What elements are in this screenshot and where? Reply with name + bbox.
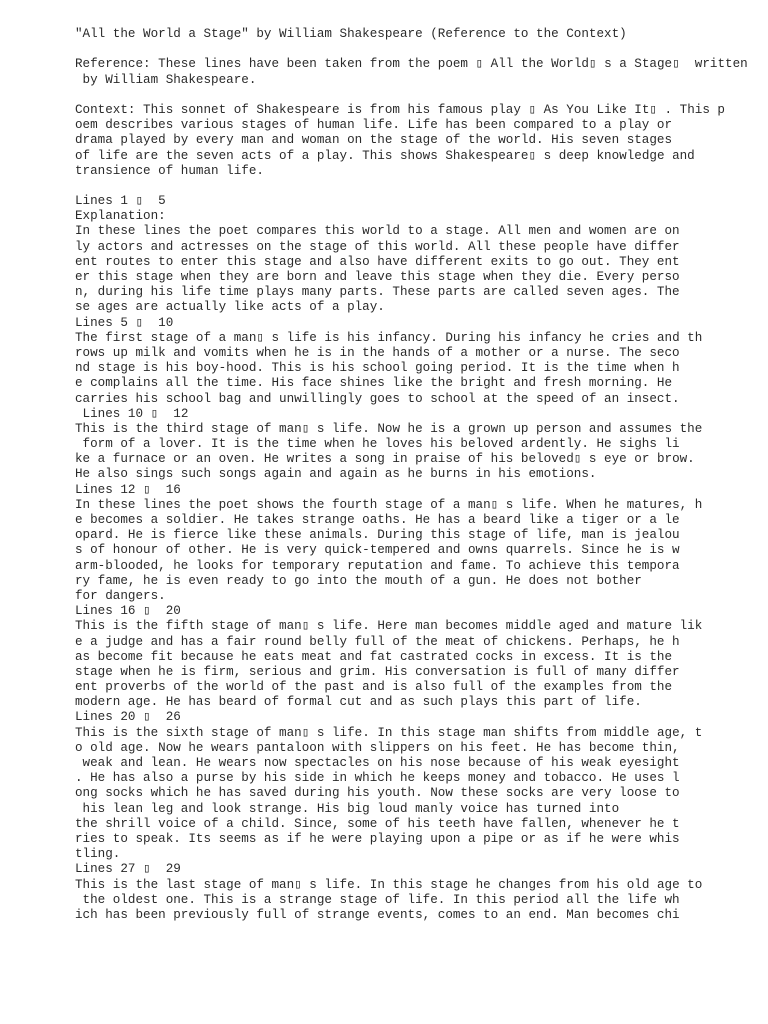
body-line: In these lines the poet compares this world to a stage. All men and women are on (75, 224, 680, 239)
context-line: of life are the seven acts of a play. This shows Shakespeare▯ s deep knowledge and (75, 148, 695, 163)
body-line: the oldest one. This is a strange stage of life. In this period all the life wh (75, 892, 680, 907)
body-line: rows up milk and vomits when he is in the hands of a mother or a nurse. The seco (75, 345, 680, 360)
body-line: e a judge and has a fair round belly full of the meat of chickens. Perhaps, he h (75, 634, 680, 649)
section-heading: Lines 12 ▯ 16 (75, 482, 181, 497)
body-line: This is the fifth stage of man▯ s life. Here man becomes middle aged and mature lik (75, 619, 703, 634)
context-line: Context: This sonnet of Shakespeare is from his famous play ▯ As You Like It▯ . This p (75, 102, 725, 117)
spacer (75, 42, 755, 57)
body-line: stage when he is firm, serious and grim. His conversation is full of many differ (75, 664, 680, 679)
body-line: n, during his life time plays many parts. These parts are called seven ages. The (75, 285, 680, 300)
section-heading: Lines 16 ▯ 20 (75, 604, 181, 619)
body-line: nd stage is his boy-hood. This is his school going period. It is the time when h (75, 361, 680, 376)
body-line: s of honour of other. He is very quick-tempered and owns quarrels. Since he is w (75, 543, 680, 558)
context-line: drama played by every man and woman on the stage of the world. His seven stages (75, 133, 673, 148)
body-line: This is the last stage of man▯ s life. In this stage he changes from his old age to (75, 877, 703, 892)
body-line: his lean leg and look strange. His big loud manly voice has turned into (75, 801, 620, 816)
context-paragraph (75, 103, 755, 179)
body-line: se ages are actually like acts of a play. (75, 300, 385, 315)
section-heading: Lines 27 ▯ 29 (75, 862, 181, 877)
body-line: as become fit because he eats meat and fat castrated cocks in excess. It is the (75, 649, 673, 664)
body-line: In these lines the poet shows the fourth stage of a man▯ s life. When he matures, h (75, 497, 703, 512)
section-heading: Lines 20 ▯ 26 (75, 710, 181, 725)
body-line: ly actors and actresses on the stage of this world. All these people have differ (75, 239, 680, 254)
body-line: ich has been previously full of strange events, comes to an end. Man becomes chi (75, 907, 680, 922)
body-line: er this stage when they are born and leave this stage when they die. Every perso (75, 270, 680, 284)
document-page (75, 27, 755, 923)
reference-line: by William Shakespeare. (75, 72, 257, 87)
body-line: ent proverbs of the world of the past and is also full of the examples from the (75, 680, 673, 695)
body-line: . He has also a purse by his side in which he keeps money and tobacco. He uses l (75, 771, 680, 786)
section-heading: Lines 1 ▯ 5 (75, 194, 166, 209)
body-line: opard. He is fierce like these animals. During this stage of life, man is jealou (75, 528, 680, 543)
body-line: This is the third stage of man▯ s life. Now he is a grown up person and assumes the (75, 421, 703, 436)
body-line: ent routes to enter this stage and also have different exits to go out. They ent (75, 254, 680, 269)
spacer (75, 179, 755, 194)
body-line: carries his school bag and unwillingly goes to school at the speed of an insect. (75, 391, 680, 406)
context-line: transience of human life. (75, 163, 264, 178)
body-line: tling. (75, 847, 121, 862)
body-line: ke a furnace or an oven. He writes a song in praise of his beloved▯ s eye or brow. (75, 452, 695, 467)
reference-line: Reference: These lines have been taken from the poem ▯ All the World▯ s a Stage▯ written (75, 57, 748, 72)
body-line: arm-blooded, he looks for temporary reputation and fame. To achieve this tempora (75, 558, 680, 573)
body-line: The first stage of a man▯ s life is his infancy. During his infancy he cries and th (75, 330, 703, 345)
body-line: modern age. He has beard of formal cut and as such plays this part of life. (75, 695, 642, 710)
body-line: for dangers. (75, 588, 166, 603)
body-line: the shrill voice of a child. Since, some of his teeth have fallen, whenever he t (75, 816, 680, 831)
body-line: e becomes a soldier. He takes strange oaths. He has a beard like a tiger or a le (75, 513, 680, 527)
body-line: ong socks which he has saved during his youth. Now these socks are very loose to (75, 786, 680, 801)
section-heading: Lines 10 ▯ 12 (75, 406, 189, 421)
section-heading: Lines 5 ▯ 10 (75, 315, 174, 330)
body-line: form of a lover. It is the time when he loves his beloved ardently. He sighs li (75, 437, 680, 452)
body-line: e complains all the time. His face shines like the bright and fresh morning. He (75, 376, 673, 391)
document-title: "All the World a Stage" by William Shakespeare (Reference to the Context) (75, 27, 627, 41)
body-line: weak and lean. He wears now spectacles on his nose because of his weak eyesight (75, 756, 680, 770)
section-heading: Explanation: (75, 209, 166, 224)
body-line: o old age. Now he wears pantaloon with slippers on his feet. He has become thin, (75, 740, 680, 755)
context-line: oem describes various stages of human life. Life has been compared to a play or (75, 118, 673, 133)
body-line: This is the sixth stage of man▯ s life. In this stage man shifts from middle age, t (75, 725, 703, 740)
body-line: He also sings such songs again and again as he burns in his emotions. (75, 467, 597, 482)
body-line: ries to speak. Its seems as if he were playing upon a pipe or as if he were whis (75, 831, 680, 846)
body-line: ry fame, he is even ready to go into the mouth of a gun. He does not bother (75, 573, 642, 588)
explanation-body (75, 194, 755, 923)
spacer (75, 88, 755, 103)
reference-paragraph (75, 57, 755, 87)
